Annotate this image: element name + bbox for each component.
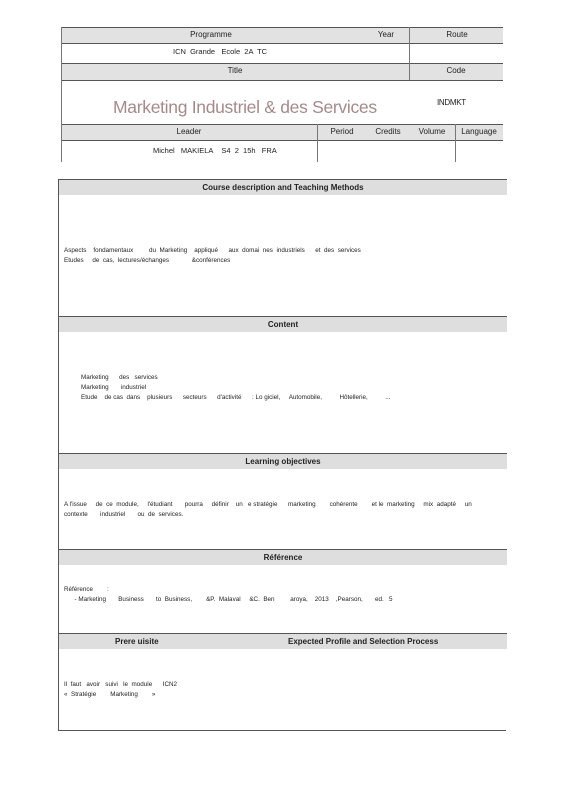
course-title: Marketing Industriel & des Services — [113, 97, 377, 117]
content-heading: Content — [59, 316, 507, 332]
reference-line-2: - Marketing Business to Business, &P. Malaval &C. Ben aroya, 2013 ,Pearson, ed. 5 — [64, 596, 393, 603]
divider — [61, 124, 503, 125]
divider — [61, 43, 503, 44]
description-line-1: Aspects fondamentaux du Marketing appliqué aux domai nes industriels et des services — [64, 247, 361, 254]
description-line-2: Etudes de cas, lectures/échanges &conférences — [64, 257, 231, 264]
objectives-heading: Learning objectives — [59, 453, 507, 469]
reference-heading: Référence — [59, 549, 507, 565]
divider — [61, 27, 503, 28]
divider — [61, 80, 503, 81]
divider — [61, 27, 62, 162]
divider — [409, 27, 410, 80]
objectives-line-2: contexte industriel ou de services. — [64, 511, 184, 518]
course-info-table — [61, 27, 503, 162]
volume-label: Volume — [418, 127, 446, 136]
credits-label: Credits — [375, 127, 401, 136]
expected-profile-heading: Expected Profile and Selection Process — [288, 637, 439, 646]
year-label: Year — [377, 30, 395, 39]
period-label: Period — [330, 127, 354, 136]
divider — [455, 124, 456, 162]
prerequisite-line-1: Il faut avoir suivi le module ICN2 — [64, 681, 178, 688]
reference-line-1: Référence : — [64, 586, 109, 593]
divider — [317, 124, 318, 162]
language-label: Language — [461, 127, 497, 136]
route-label: Route — [446, 30, 468, 39]
description-heading: Course description and Teaching Methods — [59, 179, 507, 195]
content-line-2: Marketing industriel — [81, 384, 147, 391]
leader-label: Leader — [176, 127, 202, 136]
programme-label: Programme — [190, 30, 232, 39]
divider — [61, 63, 503, 64]
course-sections — [58, 179, 506, 731]
leader-value: Michel MAKIELA S4 2 15h FRA — [153, 146, 277, 155]
programme-value: ICN Grande Ecole 2A TC — [173, 47, 268, 56]
prerequisite-heading: Prere uisite — [115, 637, 159, 646]
divider — [61, 140, 503, 141]
content-line-3: Etude de cas dans plusieurs secteurs d'activité : Lo giciel, Automobile, Hôtellerie, ... — [81, 394, 391, 401]
prerequisite-line-2: « Stratégie Marketing » — [64, 691, 156, 698]
course-code: INDMKT — [437, 98, 466, 107]
code-label: Code — [446, 66, 466, 75]
objectives-line-1: A l'issue de ce module, l'étudiant pourra définir un e stratégie marketing cohérente et le marketing mix adapté un — [64, 501, 472, 508]
title-label: Title — [227, 66, 243, 75]
content-line-1: Marketing des services — [81, 374, 158, 381]
